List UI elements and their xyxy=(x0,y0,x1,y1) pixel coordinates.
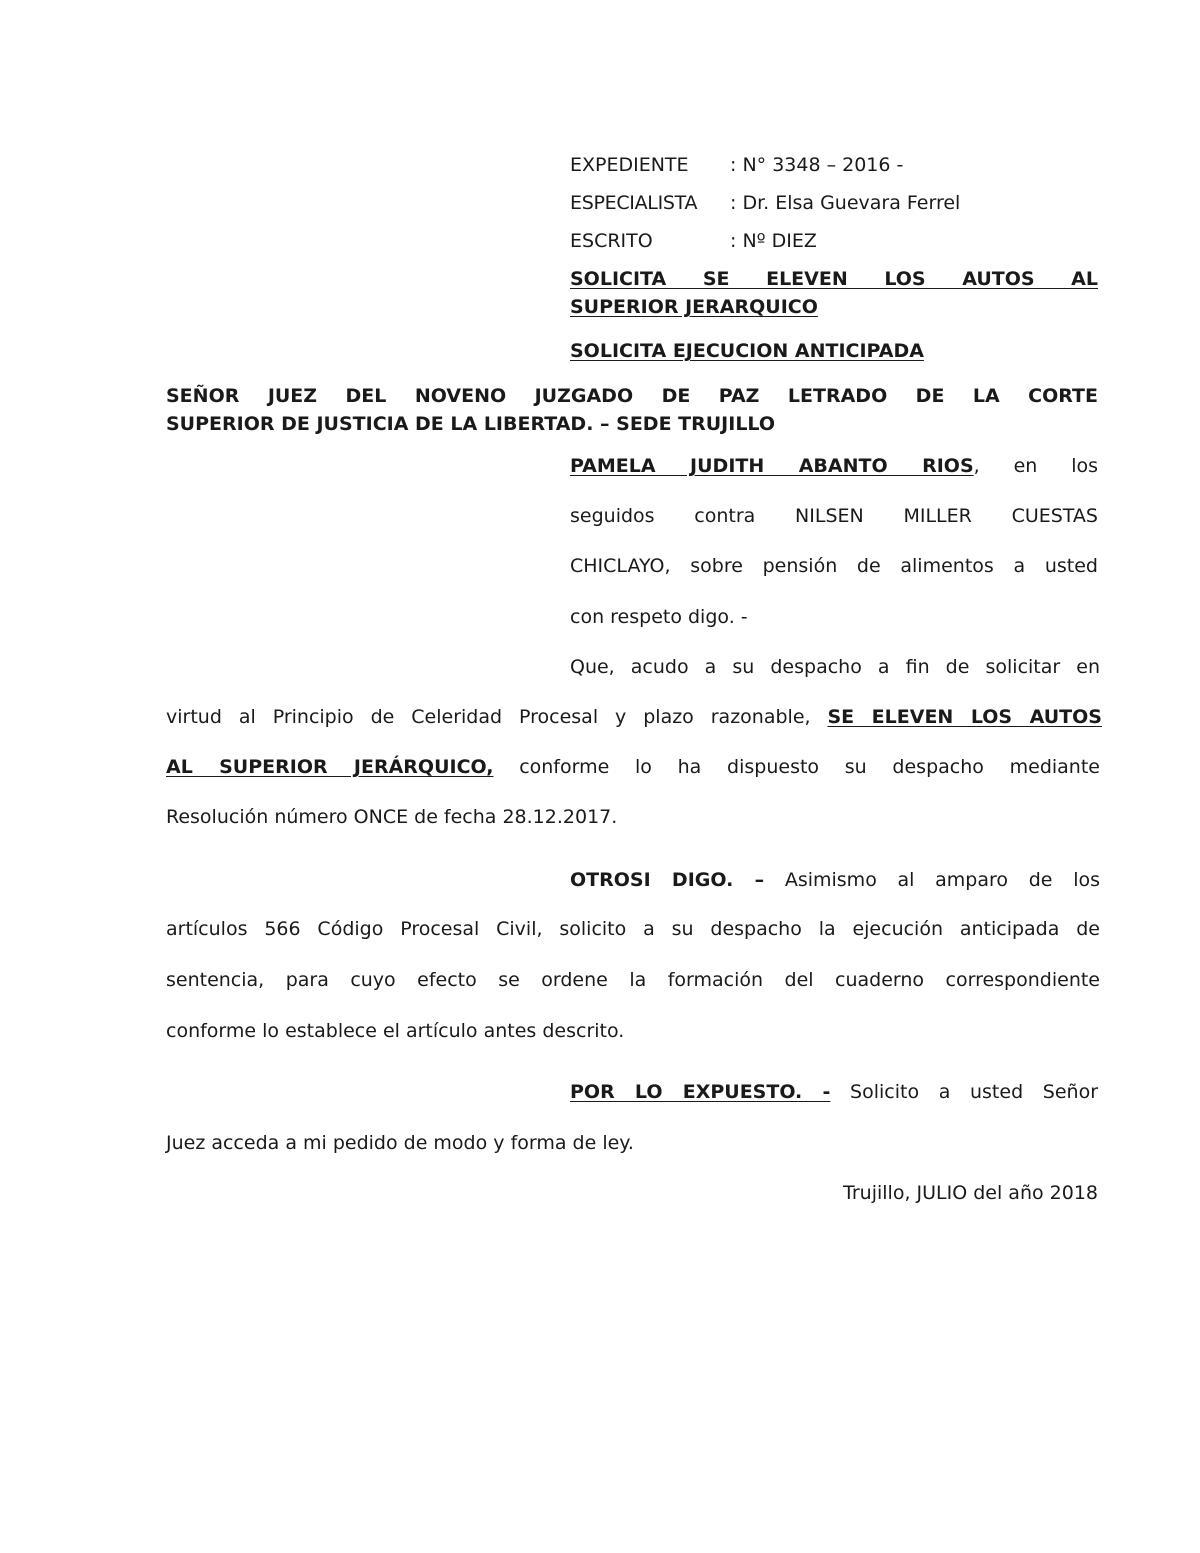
p1-line3-bold: AL SUPERIOR JERÁRQUICO, xyxy=(166,756,494,778)
expediente-label: EXPEDIENTE xyxy=(570,154,689,176)
expuesto-line1-text: Solicito a usted Señor xyxy=(830,1081,1099,1103)
addressee-line2: SUPERIOR DE JUSTICIA DE LA LIBERTAD. – SEDE TRUJILLO xyxy=(166,413,776,435)
intro-line4: con respeto digo. - xyxy=(570,606,748,628)
p1-line3 xyxy=(166,756,1100,778)
intro-line1-rest: , en los xyxy=(973,455,1098,477)
sumilla-2: SOLICITA EJECUCION ANTICIPADA xyxy=(570,340,924,362)
intro-line1 xyxy=(570,455,1098,477)
especialista-row xyxy=(570,192,1110,214)
otrosi-line1 xyxy=(570,869,1100,891)
otrosi-label: OTROSI DIGO. – xyxy=(570,869,765,891)
escrito-row xyxy=(570,230,1110,252)
petitioner-name: PAMELA JUDITH ABANTO RIOS xyxy=(570,455,974,477)
p1-line2-bold: SE ELEVEN LOS AUTOS xyxy=(827,706,1102,728)
expuesto-line2: Juez acceda a mi pedido de modo y forma de ley. xyxy=(166,1132,634,1154)
addressee-line1: SEÑOR JUEZ DEL NOVENO JUZGADO DE PAZ LETRADO DE LA CORTE xyxy=(166,385,1098,407)
expediente-value: : N° 3348 – 2016 - xyxy=(730,154,904,176)
escrito-label: ESCRITO xyxy=(570,230,653,252)
p1-line2-text: virtud al Principio de Celeridad Procesal y plazo razonable, xyxy=(166,706,828,728)
otrosi-line4: conforme lo establece el artículo antes descrito. xyxy=(166,1020,625,1042)
escrito-value: : Nº DIEZ xyxy=(730,230,817,252)
otrosi-line2: artículos 566 Código Procesal Civil, solicito a su despacho la ejecución anticipada de xyxy=(166,918,1100,940)
especialista-label: ESPECIALISTA xyxy=(570,192,698,214)
sumilla-1-line1: SOLICITA SE ELEVEN LOS AUTOS AL xyxy=(570,268,1098,290)
expediente-row xyxy=(570,154,1110,176)
p1-line2 xyxy=(166,706,1102,728)
intro-line2: seguidos contra NILSEN MILLER CUESTAS xyxy=(570,505,1098,527)
otrosi-line3: sentencia, para cuyo efecto se ordene la formación del cuaderno correspondiente xyxy=(166,969,1100,991)
p1-line3-text: conforme lo ha dispuesto su despacho mediante xyxy=(493,756,1100,778)
p1-line1: Que, acudo a su despacho a fin de solicitar en xyxy=(570,656,1100,678)
sumilla-1-line2: SUPERIOR JERARQUICO xyxy=(570,296,818,318)
expuesto-label: POR LO EXPUESTO. - xyxy=(570,1081,831,1103)
expuesto-line1 xyxy=(570,1081,1098,1103)
otrosi-line1-text: Asimismo al amparo de los xyxy=(764,869,1100,891)
especialista-value: : Dr. Elsa Guevara Ferrel xyxy=(730,192,961,214)
p1-line4: Resolución número ONCE de fecha 28.12.2017. xyxy=(166,806,618,828)
place-date: Trujillo, JULIO del año 2018 xyxy=(843,1182,1098,1204)
intro-line3: CHICLAYO, sobre pensión de alimentos a usted xyxy=(570,555,1098,577)
